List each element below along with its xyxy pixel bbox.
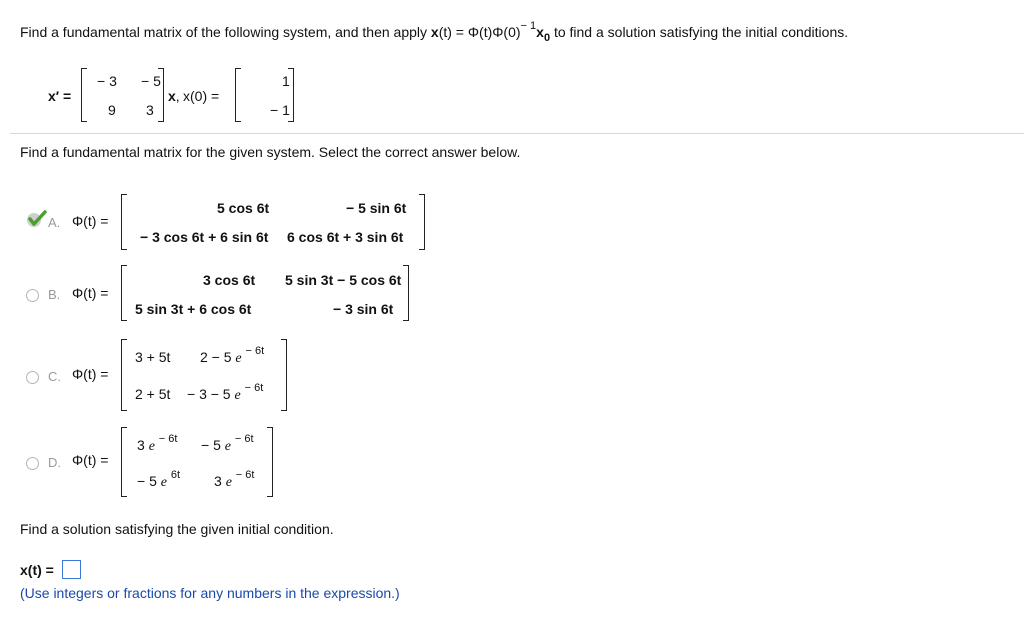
answer-hint: (Use integers or fractions for any numbers in the expression.) xyxy=(20,585,400,601)
option-b-cell: 3 cos 6t xyxy=(203,272,256,288)
option-a-letter: A. xyxy=(48,215,61,230)
correct-check-icon xyxy=(26,210,48,231)
option-b-radio[interactable] xyxy=(26,289,39,302)
part2-prompt: Find a solution satisfying the given initial condition. xyxy=(20,521,334,537)
option-c-letter: C. xyxy=(48,369,61,384)
option-b-letter: B. xyxy=(48,287,61,302)
option-c-cell: 2 + 5t xyxy=(135,386,171,402)
matrix-bracket-left xyxy=(81,68,87,122)
option-b-bracket-right xyxy=(403,265,409,321)
vector-bracket-left xyxy=(235,68,241,122)
matrix-cell: 9 xyxy=(108,102,116,118)
option-b-cell: 5 sin 3t + 6 cos 6t xyxy=(135,301,252,317)
option-c-radio[interactable] xyxy=(26,371,39,384)
option-c-cell: − 3 − 5 e $^{- 6t}$ xyxy=(187,382,264,403)
matrix-bracket-right xyxy=(158,68,164,122)
option-c-label[interactable]: Φ(t) = xyxy=(72,366,109,382)
answer-input[interactable] xyxy=(62,560,81,579)
option-c-cell: 3 + 5t xyxy=(135,349,171,365)
matrix-cell: − 5 xyxy=(141,73,161,89)
matrix-cell: − 3 xyxy=(97,73,117,89)
vector-bracket-right xyxy=(288,68,294,122)
option-a-bracket-right xyxy=(419,194,425,250)
option-d-bracket-left xyxy=(121,427,127,497)
option-d-bracket-right xyxy=(267,427,273,497)
part1-prompt: Find a fundamental matrix for the given system. Select the correct answer below. xyxy=(20,144,521,160)
vector-cell: 1 xyxy=(282,73,290,89)
option-b-cell: − 3 sin 6t xyxy=(333,301,394,317)
option-b-cell: 5 sin 3t − 5 cos 6t xyxy=(285,272,402,288)
option-d-cell: − 5 e $^{6t}$ xyxy=(137,469,181,490)
question-text: Find a fundamental matrix of the following system, and then apply $x(t) = \Phi(t)\Phi(0)^{- 1}x_0$ to find a solution satisfying the initial conditions. xyxy=(20,20,849,44)
option-a-cell: 5 cos 6t xyxy=(217,200,270,216)
option-d-cell: 3 e $^{- 6t}$ xyxy=(214,469,255,490)
option-b-label[interactable]: Φ(t) = xyxy=(72,285,109,301)
option-b-bracket-left xyxy=(121,265,127,321)
option-c-bracket-right xyxy=(281,339,287,411)
x0-label: x(0) = xyxy=(183,88,220,104)
option-a-label[interactable]: Φ(t) = xyxy=(72,213,109,229)
option-c-cell: 2 − 5 e $^{- 6t}$ xyxy=(200,345,265,366)
option-a-bracket-left xyxy=(121,194,127,250)
matrix-cell: 3 xyxy=(146,102,154,118)
option-a-cell: 6 cos 6t + 3 sin 6t xyxy=(287,229,404,245)
option-d-cell: − 5 e $^{- 6t}$ xyxy=(201,433,254,454)
x-suffix: x, xyxy=(168,88,180,104)
answer-label: x(t) = xyxy=(20,562,54,578)
xprime-label: x′ = xyxy=(48,88,72,104)
option-a-cell: − 3 cos 6t + 6 sin 6t xyxy=(140,229,269,245)
vector-cell: − 1 xyxy=(270,102,290,118)
option-d-label[interactable]: Φ(t) = xyxy=(72,452,109,468)
option-d-cell: 3 e $^{- 6t}$ xyxy=(137,433,178,454)
option-a-cell: − 5 sin 6t xyxy=(346,200,407,216)
option-d-letter: D. xyxy=(48,455,61,470)
divider xyxy=(10,133,1024,134)
option-c-bracket-left xyxy=(121,339,127,411)
option-d-radio[interactable] xyxy=(26,457,39,470)
